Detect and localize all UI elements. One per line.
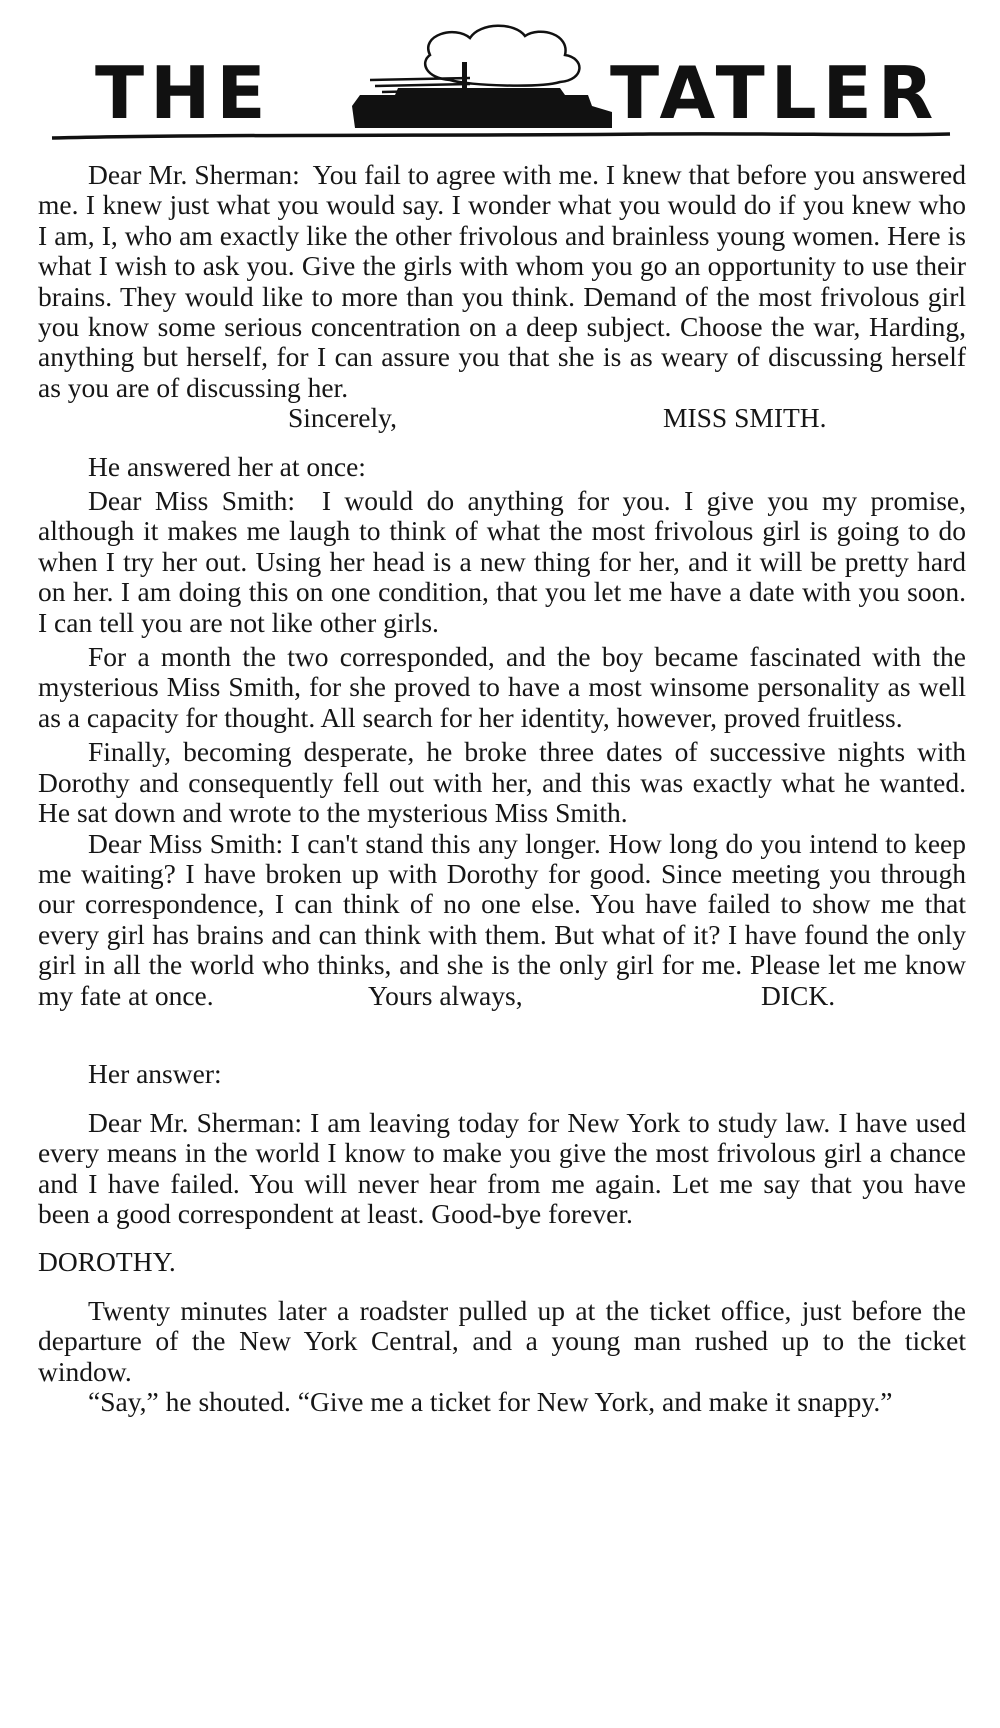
masthead [0,0,1000,150]
masthead-rule [52,134,950,138]
masthead-banner [0,0,1000,150]
letter-body: You fail to agree with me. I knew that before you answered me. I knew just what you would say. I wonder what you would do if you knew who I am, I, who am exactly like the other frivolous and brainless young women. Here is what I wish to ask you. Give the girls with whom you go an opportunity to use their brains. They would like to more than you think. Demand of the most frivolous girl you know some serious concentration on a deep subject. Choose the war, Harding, anything but herself, for I can assure you that she is as weary of discussing herself as you are of discussing her. [38,159,966,403]
closing: Yours always, [368,979,523,1011]
letter-sign-off [38,403,966,433]
salutation: Dear Miss Smith: [88,827,284,859]
salutation: Dear Mr. Sherman: [88,1106,302,1138]
article-body [38,160,966,1417]
salutation: Dear Mr. Sherman: [88,159,300,190]
narration-paragraph: For a month the two corresponded, and the boy became fascinated with the mysterious Miss Smith, for she proved to have a most winsome personality as well as a capacity for thought. All search for her identity, however, proved fruitless. [38,641,966,733]
signature: MISS SMITH. [663,402,827,434]
closing: Sincerely, [288,402,397,434]
signature: DOROTHY. [38,1246,176,1278]
letter-sign-off [38,979,966,1041]
letter-body: I can't stand this any longer. How long do you intend to keep me waiting? I have broken up with Dorothy for good. Since meeting you through our correspondence, I can think of no one else. You have failed to show me that every girl has brains and can think with them. But what of it? I have found the only girl in all the world who thinks, and she is the only girl for me. Please let me know my fate at once. [38,827,966,1011]
masthead-title-the: THE [95,51,272,135]
signature: DICK. [761,979,836,1011]
letter-body: I would do anything for you. I give you my promise, although it makes me laugh to think of what the most frivolous girl is going to do when I try her out. Using her head is a new thing for her, and it will be pretty hard on her. I am doing this on one condition, that you let me have a date with you soon. I can tell you are not like other girls. [38,485,967,638]
dialogue-paragraph: “Say,” he shouted. “Give me a ticket for New York, and make it snappy.” [88,1386,893,1417]
letter-miss-smith-1 [38,160,966,403]
letter-dick-1 [38,486,966,638]
narration-paragraph: Finally, becoming desperate, he broke three dates of successive nights with Dorothy and consequently fell out with her, and this was exactly what he wanted. He sat down and wrote to the mysterious Miss Smith. [38,736,966,829]
narration-paragraph: Her answer: [88,1058,222,1090]
salutation: Dear Miss Smith: [88,485,296,517]
letter-body: I am leaving today for New York to study law. I have used every means in the world I know to make you give the most frivolous girl a chance and I have failed. You will never hear from me again. Let me say that you have been a good correspondent at least. Good-bye forever. [38,1106,966,1229]
narration-paragraph: Twenty minutes later a roadster pulled up at the ticket office, just before the departure of the New York Central, and a young man rushed up to the ticket window. [38,1294,966,1387]
masthead-title-tatler: TATLER [610,51,940,135]
letter-dorothy [38,1108,966,1230]
steamship-icon [352,26,612,128]
narration-paragraph: He answered her at once: [88,450,366,482]
